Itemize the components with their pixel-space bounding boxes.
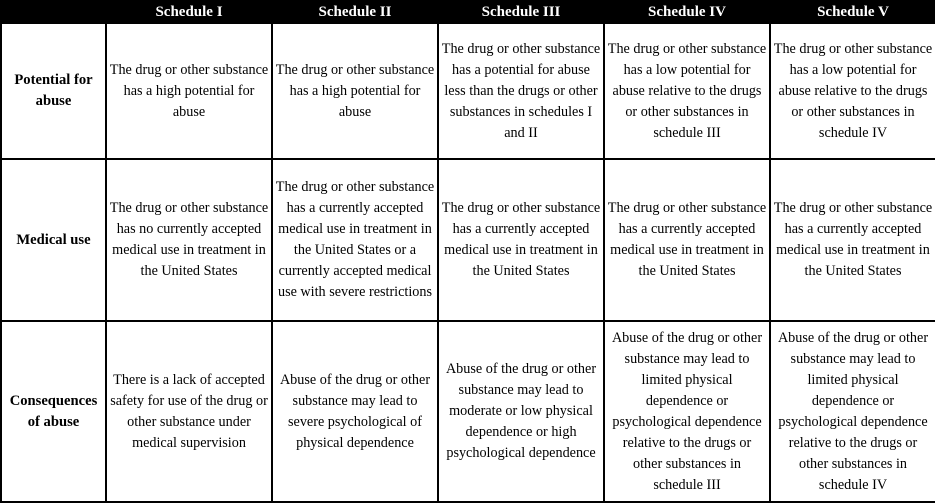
table-cell: The drug or other substance has a high potential for abuse xyxy=(106,23,272,159)
table-cell: The drug or other substance has a currently accepted medical use in treatment in the United States or a currently accepted medical use with severe restrictions xyxy=(272,159,438,321)
corner-cell xyxy=(1,1,106,23)
table-cell: The drug or other substance has no currently accepted medical use in treatment in the United States xyxy=(106,159,272,321)
table-cell: The drug or other substance has a currently accepted medical use in treatment in the United States xyxy=(770,159,935,321)
column-header-schedule-v: Schedule V xyxy=(770,1,935,23)
table-cell: Abuse of the drug or other substance may lead to limited physical dependence or psychological dependence relative to the drugs or other substances in schedule IV xyxy=(770,321,935,502)
table-cell: The drug or other substance has a low potential for abuse relative to the drugs or other substances in schedule IV xyxy=(770,23,935,159)
table-row-consequences-of-abuse xyxy=(1,321,935,502)
column-header-schedule-i: Schedule I xyxy=(106,1,272,23)
table-cell: Abuse of the drug or other substance may lead to severe psychological of physical dependence xyxy=(272,321,438,502)
table-cell: Abuse of the drug or other substance may lead to limited physical dependence or psychological dependence relative to the drugs or other substances in schedule III xyxy=(604,321,770,502)
table-cell: The drug or other substance has a high potential for abuse xyxy=(272,23,438,159)
column-header-schedule-iii: Schedule III xyxy=(438,1,604,23)
table-cell: The drug or other substance has a currently accepted medical use in treatment in the United States xyxy=(438,159,604,321)
table-cell: Abuse of the drug or other substance may lead to moderate or low physical dependence or high psychological dependence xyxy=(438,321,604,502)
column-header-schedule-ii: Schedule II xyxy=(272,1,438,23)
table-cell: There is a lack of accepted safety for use of the drug or other substance under medical supervision xyxy=(106,321,272,502)
table-cell: The drug or other substance has a potential for abuse less than the drugs or other substances in schedules I and II xyxy=(438,23,604,159)
table-row-medical-use xyxy=(1,159,935,321)
row-header-consequences-of-abuse: Consequences of abuse xyxy=(1,321,106,502)
column-header-schedule-iv: Schedule IV xyxy=(604,1,770,23)
table-cell: The drug or other substance has a low potential for abuse relative to the drugs or other substances in schedule III xyxy=(604,23,770,159)
row-header-potential-for-abuse: Potential for abuse xyxy=(1,23,106,159)
table-row-potential-for-abuse xyxy=(1,23,935,159)
header-row xyxy=(1,1,935,23)
row-header-medical-use: Medical use xyxy=(1,159,106,321)
table-cell: The drug or other substance has a currently accepted medical use in treatment in the United States xyxy=(604,159,770,321)
